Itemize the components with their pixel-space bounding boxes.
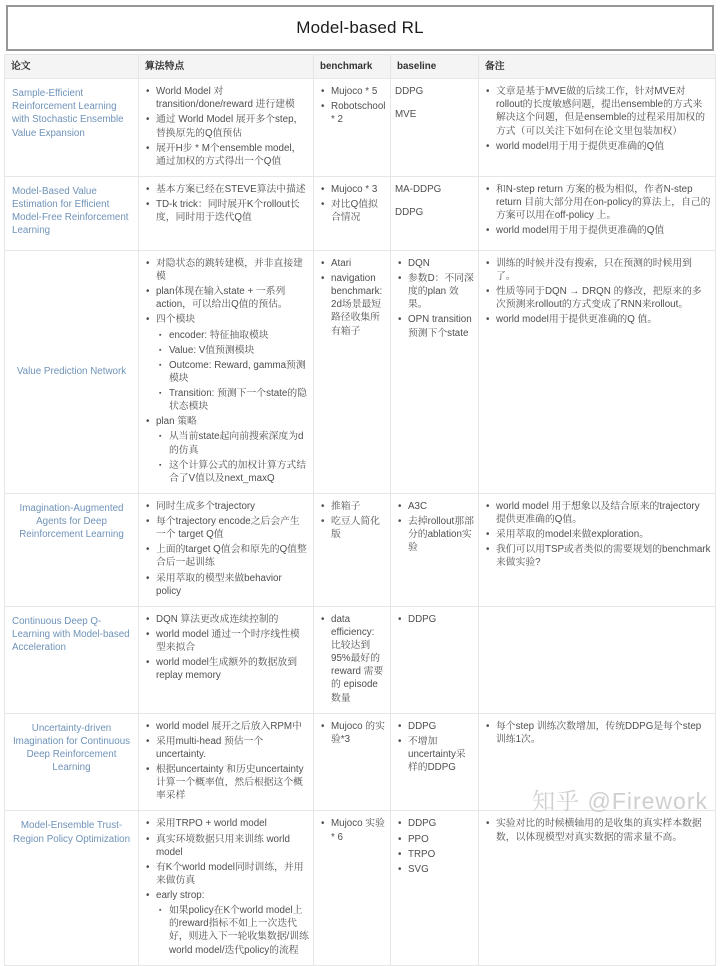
benchmark-cell bbox=[314, 493, 391, 606]
table-row bbox=[5, 176, 716, 250]
baseline-item: • 去掉rollout那部分的ablation实验 bbox=[408, 515, 474, 554]
bullet-list bbox=[483, 257, 711, 327]
bullet-list bbox=[395, 257, 474, 340]
table-row bbox=[5, 250, 716, 493]
feature-item: • 同时生成多个trajectory bbox=[156, 500, 309, 513]
paper-cell bbox=[5, 250, 139, 493]
features-cell bbox=[139, 176, 314, 250]
benchmark-cell bbox=[314, 606, 391, 713]
baseline-item: DDPG bbox=[395, 207, 424, 218]
baseline-cell bbox=[391, 176, 479, 250]
bullet-list bbox=[483, 817, 711, 843]
bullet-list bbox=[483, 500, 711, 570]
paper-cell bbox=[5, 811, 139, 965]
column-header-benchmark: benchmark bbox=[314, 55, 391, 79]
feature-item: ▪ Transition: 预测下一个state的隐状态模块 bbox=[169, 387, 309, 413]
benchmark-item: • 推箱子 bbox=[331, 500, 386, 513]
sub-bullet-list bbox=[156, 329, 309, 414]
baseline-cell bbox=[391, 811, 479, 965]
feature-item: • 真实环境数据只用来训练 world model bbox=[156, 833, 309, 859]
feature-item: • 采用萃取的模型来做behavior policy bbox=[156, 572, 309, 598]
bullet-list bbox=[483, 720, 711, 746]
feature-item: • 采用TRPO + world model bbox=[156, 817, 309, 830]
page-title-text: Model-based RL bbox=[296, 18, 424, 37]
paper-link[interactable]: Sample-Efficient Reinforcement Learning with Stochastic Ensemble Value Expansion bbox=[12, 88, 124, 139]
feature-item: ▪ Value: V值预测模块 bbox=[169, 344, 309, 357]
feature-item: • 基本方案已经在STEVE算法中描述 bbox=[156, 183, 309, 196]
bullet-list bbox=[318, 85, 386, 126]
baseline-cell bbox=[391, 250, 479, 493]
bullet-list bbox=[143, 257, 309, 485]
column-header-notes: 备注 bbox=[479, 55, 716, 79]
feature-item: • 每个trajectory encode之后会产生一个 target Q值 bbox=[156, 515, 309, 541]
baseline-cell bbox=[391, 606, 479, 713]
benchmark-item: • navigation benchmark: 2d场景最短路径收集所有箱子 bbox=[331, 272, 386, 338]
bullet-list bbox=[143, 720, 309, 803]
bullet-list bbox=[318, 720, 386, 746]
features-cell bbox=[139, 250, 314, 493]
baseline-item: • TRPO bbox=[408, 848, 474, 861]
feature-item: • world model生成额外的数据放到 replay memory bbox=[156, 656, 309, 682]
baseline-cell bbox=[391, 493, 479, 606]
bullet-list bbox=[143, 183, 309, 224]
benchmark-cell bbox=[314, 811, 391, 965]
feature-item: • plan体现在输入state + 一系列action，可以给出Q值的预估。 bbox=[156, 285, 309, 311]
bullet-list bbox=[395, 613, 474, 626]
sub-bullet-list bbox=[156, 904, 309, 957]
feature-item: ▪ 如果policy在K个world model上的reward指标不如上一次迭代好，则进入下一轮收集数据/训练world model/迭代policy的流程 bbox=[169, 904, 309, 957]
baseline-item: • 参数D：不同深度的plan 效果。 bbox=[408, 272, 474, 311]
notes-cell bbox=[479, 606, 716, 713]
page-title bbox=[6, 5, 714, 51]
bullet-list bbox=[395, 817, 474, 876]
benchmark-item: • data efficiency: 比较达到95%最好的reward 需要的 episode 数量 bbox=[331, 613, 386, 705]
paper-cell bbox=[5, 606, 139, 713]
benchmark-item: • Mujoco * 3 bbox=[331, 183, 386, 196]
paper-cell bbox=[5, 176, 139, 250]
paper-cell bbox=[5, 713, 139, 811]
benchmark-item: • Mujoco * 5 bbox=[331, 85, 386, 98]
feature-item: • DQN 算法更改成连续控制的 bbox=[156, 613, 309, 626]
note-item: • 实验对比的时候横轴用的是收集的真实样本数据数，以体现模型对真实数据的需求量不高。 bbox=[496, 817, 711, 843]
feature-item: • 四个模块 ▪ encoder: 特征抽取模块 ▪ Value: V值预测模块 ▪ Outcome: Reward, gamma预测模块 ▪ Transition: 预测下一个state的隐状态模块 bbox=[156, 313, 309, 413]
note-item: • 我们可以用TSP或者类似的需要规划的benchmark来做实验? bbox=[496, 543, 711, 569]
bullet-list bbox=[318, 817, 386, 843]
feature-item: • 上面的target Q值会和原先的Q值整合后一起训练 bbox=[156, 543, 309, 569]
bullet-list bbox=[143, 613, 309, 683]
table-row bbox=[5, 606, 716, 713]
table-header-row bbox=[5, 55, 716, 79]
baseline-item: • DQN bbox=[408, 257, 474, 270]
note-item: • 采用萃取的model来做exploration。 bbox=[496, 528, 711, 541]
feature-item: ▪ Outcome: Reward, gamma预测模块 bbox=[169, 359, 309, 385]
benchmark-item: • 吃豆人简化版 bbox=[331, 515, 386, 541]
baseline-cell bbox=[391, 79, 479, 177]
feature-item: • world model 展开之后放入RPM中 bbox=[156, 720, 309, 733]
note-item: • 训练的时候并没有搜索，只在预测的时候用到了。 bbox=[496, 257, 711, 283]
feature-item: • early strop: ▪ 如果policy在K个world model上的reward指标不如上一次迭代好，则进入下一轮收集数据/训练world model/迭代policy的流程 bbox=[156, 889, 309, 957]
benchmark-item: • Robotschool * 2 bbox=[331, 100, 386, 126]
paper-link[interactable]: Value Prediction Network bbox=[16, 366, 127, 378]
table-row bbox=[5, 811, 716, 965]
paper-link[interactable]: Imagination-Augmented Agents for Deep Reinforcement Learning bbox=[19, 502, 124, 541]
feature-item: • 有K个world model同时训练，并用来做仿真 bbox=[156, 861, 309, 887]
note-item: • world model用于用于提供更准确的Q值 bbox=[496, 224, 711, 237]
features-cell bbox=[139, 811, 314, 965]
baseline-item: MVE bbox=[395, 109, 417, 121]
baseline-item: • OPN transition 预测下个state bbox=[408, 313, 474, 339]
note-item: • 每个step 训练次数增加，传统DDPG是每个step 训练1次。 bbox=[496, 720, 711, 746]
column-header-baseline: baseline bbox=[391, 55, 479, 79]
paper-link[interactable]: Model-Based Value Estimation for Efficient Model-Free Reinforcement Learning bbox=[12, 185, 129, 237]
bullet-list bbox=[395, 720, 474, 775]
note-item: • world model用于提供更准确的Q 值。 bbox=[496, 313, 711, 326]
bullet-list bbox=[483, 85, 711, 153]
baseline-item: • DDPG bbox=[408, 817, 474, 830]
note-item: • 性质等同于DQN → DRQN 的修改，把原来的多次预测来rollout的方式变成了RNN来rollout。 bbox=[496, 285, 711, 311]
features-cell bbox=[139, 713, 314, 811]
baseline-item: • A3C bbox=[408, 500, 474, 513]
feature-item: • 对隐状态的跳转建模，并非直接建模 bbox=[156, 257, 309, 283]
baseline-item: • SVG bbox=[408, 863, 474, 876]
feature-item: • TD-k trick：同时展开K个rollout长度，同时用于迭代Q值 bbox=[156, 198, 309, 224]
paper-link[interactable]: Continuous Deep Q-Learning with Model-based Acceleration bbox=[12, 615, 130, 653]
baseline-item: DDPG bbox=[395, 86, 424, 98]
bullet-list bbox=[143, 85, 309, 168]
table-row bbox=[5, 493, 716, 606]
benchmark-item: • Mujoco 的实验*3 bbox=[331, 720, 386, 746]
features-cell bbox=[139, 79, 314, 177]
baseline-item: • PPO bbox=[408, 833, 474, 846]
paper-link[interactable]: Uncertainty-driven Imagination for Continuous Deep Reinforcement Learning bbox=[12, 722, 131, 773]
paper-cell bbox=[5, 493, 139, 606]
feature-item: ▪ 从当前state起向前搜索深度为d的仿真 bbox=[169, 430, 309, 456]
feature-item: ▪ 这个计算公式的加权计算方式结合了V值以及next_maxQ bbox=[169, 459, 309, 485]
benchmark-cell bbox=[314, 250, 391, 493]
bullet-list bbox=[318, 613, 386, 705]
bullet-list bbox=[318, 500, 386, 541]
benchmark-cell bbox=[314, 713, 391, 811]
feature-item: • 采用multi-head 预估一个uncertainty. bbox=[156, 735, 309, 761]
feature-item: • world model 通过一个时序线性模型来拟合 bbox=[156, 628, 309, 654]
sub-bullet-list bbox=[156, 430, 309, 485]
column-header-paper: 论文 bbox=[5, 55, 139, 79]
benchmark-item: • Mujoco 实验 * 6 bbox=[331, 817, 386, 843]
paper-cell bbox=[5, 79, 139, 177]
papers-table bbox=[4, 54, 716, 966]
feature-item: • 根据uncertainty 和历史uncertainty计算一个概率值，然后根据这个概率采样 bbox=[156, 763, 309, 802]
table-row bbox=[5, 79, 716, 177]
baseline-item: • 不增加uncertainty采样的DDPG bbox=[408, 735, 474, 774]
bullet-list bbox=[318, 183, 386, 224]
watermark-zhihu: 知乎 @Firework bbox=[532, 788, 708, 814]
features-cell bbox=[139, 493, 314, 606]
bullet-list bbox=[483, 183, 711, 238]
feature-item: • 通过 World Model 展开多个step，替换原先的Q值预估 bbox=[156, 113, 309, 139]
benchmark-cell bbox=[314, 176, 391, 250]
notes-cell bbox=[479, 250, 716, 493]
plain-list bbox=[395, 85, 474, 121]
feature-item: • plan 策略 ▪ 从当前state起向前搜索深度为d的仿真 ▪ 这个计算公式的加权计算方式结合了V值以及next_maxQ bbox=[156, 415, 309, 485]
notes-cell bbox=[479, 176, 716, 250]
baseline-item: • DDPG bbox=[408, 613, 474, 626]
feature-item: • 展开H步 * M个ensemble model，通过加权的方式得出一个Q值 bbox=[156, 142, 309, 168]
bullet-list bbox=[143, 817, 309, 956]
bullet-list bbox=[143, 500, 309, 598]
note-item: • world model用于用于提供更准确的Q值 bbox=[496, 140, 711, 153]
paper-link[interactable]: Model-Ensemble Trust-Region Policy Optimization bbox=[12, 820, 131, 845]
bullet-list bbox=[318, 257, 386, 338]
note-item: • 和N-step return 方案的极为相似，作者N-step return 目前大部分用在on-policy的算法上，自己的方案可以用在off-policy 上。 bbox=[496, 183, 711, 222]
baseline-cell bbox=[391, 713, 479, 811]
column-header-features: 算法特点 bbox=[139, 55, 314, 79]
benchmark-item: • Atari bbox=[331, 257, 386, 270]
feature-item: ▪ encoder: 特征抽取模块 bbox=[169, 329, 309, 342]
plain-list bbox=[395, 183, 474, 219]
note-item: • world model 用于想象以及结合原来的trajectory 提供更准确的Q值。 bbox=[496, 500, 711, 526]
baseline-item: • DDPG bbox=[408, 720, 474, 733]
features-cell bbox=[139, 606, 314, 713]
notes-cell bbox=[479, 79, 716, 177]
feature-item: • World Model 对transition/done/reward 进行建模 bbox=[156, 85, 309, 111]
benchmark-cell bbox=[314, 79, 391, 177]
notes-cell bbox=[479, 811, 716, 965]
benchmark-item: • 对比Q值拟合情况 bbox=[331, 198, 386, 224]
bullet-list bbox=[395, 500, 474, 555]
baseline-item: MA-DDPG bbox=[395, 183, 442, 195]
note-item: • 文章是基于MVE做的后续工作，针对MVE对rollout的长度敏感问题，提出ensemble的方式来解决这个问题，但是ensemble的过程采用加权的方式（可以关注下如何在论文里包装加权） bbox=[496, 85, 711, 138]
notes-cell bbox=[479, 493, 716, 606]
